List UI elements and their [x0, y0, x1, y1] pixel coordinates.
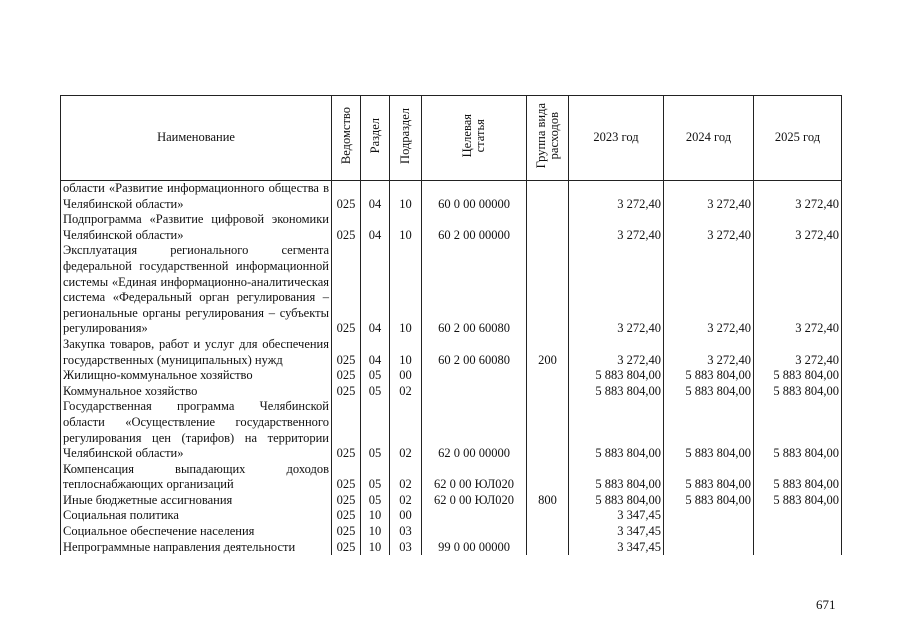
value-2024-cell: 5 883 804,00 — [664, 462, 754, 493]
group-cell — [527, 540, 569, 556]
section-cell: 05 — [361, 368, 390, 384]
value-2025-cell: 5 883 804,00 — [754, 493, 842, 509]
value-2025-cell: 5 883 804,00 — [754, 399, 842, 461]
name-cell: Эксплуатация регионального сегмента федеральной государственной информационной системы «Единая информационно-аналитическая система «Федеральный орган регулирования – региональные органы регулирования – субъекты регулирования» — [61, 243, 332, 337]
group-cell — [527, 181, 569, 213]
header-department — [332, 96, 361, 181]
header-target-text — [461, 114, 487, 157]
name-cell: Подпрограмма «Развитие цифровой экономики Челябинской области» — [61, 212, 332, 243]
table-row — [61, 399, 842, 461]
group-cell — [527, 508, 569, 524]
header-section — [361, 96, 390, 181]
value-2023-cell: 5 883 804,00 — [569, 384, 664, 400]
group-cell: 200 — [527, 337, 569, 368]
value-2024-cell: 3 272,40 — [664, 212, 754, 243]
value-2024-cell: 3 272,40 — [664, 243, 754, 337]
group-cell — [527, 399, 569, 461]
target-cell: 62 0 00 ЮЛ020 — [422, 493, 527, 509]
value-2023-cell: 3 347,45 — [569, 524, 664, 540]
group-cell — [527, 524, 569, 540]
header-department-text: Ведомство — [338, 107, 353, 165]
value-2025-cell: 3 272,40 — [754, 181, 842, 213]
subsection-cell: 02 — [390, 399, 422, 461]
section-cell: 10 — [361, 540, 390, 556]
section-cell: 04 — [361, 337, 390, 368]
name-cell: Социальная политика — [61, 508, 332, 524]
header-2024: 2024 год — [664, 96, 754, 181]
department-cell: 025 — [332, 337, 361, 368]
department-cell: 025 — [332, 540, 361, 556]
section-cell: 04 — [361, 181, 390, 213]
subsection-cell: 02 — [390, 384, 422, 400]
target-cell — [422, 508, 527, 524]
name-cell: Непрограммные направления деятельности — [61, 540, 332, 556]
target-cell: 62 0 00 00000 — [422, 399, 527, 461]
department-cell: 025 — [332, 181, 361, 213]
name-cell: Закупка товаров, работ и услуг для обеспечения государственных (муниципальных) нужд — [61, 337, 332, 368]
department-cell: 025 — [332, 243, 361, 337]
header-subsection-text: Подраздел — [398, 107, 412, 164]
section-cell: 04 — [361, 243, 390, 337]
target-cell — [422, 524, 527, 540]
value-2023-cell: 5 883 804,00 — [569, 399, 664, 461]
subsection-cell: 03 — [390, 540, 422, 556]
table-row — [61, 368, 842, 384]
header-group-line2: расходов — [546, 112, 561, 160]
header-target-line2: статья — [473, 119, 487, 153]
header-target — [422, 96, 527, 181]
subsection-cell: 03 — [390, 524, 422, 540]
section-cell: 10 — [361, 508, 390, 524]
target-cell: 60 0 00 00000 — [422, 181, 527, 213]
header-2023: 2023 год — [569, 96, 664, 181]
subsection-cell: 10 — [390, 243, 422, 337]
subsection-cell: 10 — [390, 337, 422, 368]
target-cell — [422, 368, 527, 384]
value-2023-cell: 5 883 804,00 — [569, 462, 664, 493]
header-row — [61, 96, 842, 181]
value-2025-cell: 3 272,40 — [754, 337, 842, 368]
department-cell: 025 — [332, 508, 361, 524]
value-2025-cell: 5 883 804,00 — [754, 384, 842, 400]
department-cell: 025 — [332, 212, 361, 243]
value-2024-cell: 5 883 804,00 — [664, 493, 754, 509]
department-cell: 025 — [332, 493, 361, 509]
department-cell: 025 — [332, 524, 361, 540]
value-2023-cell: 3 272,40 — [569, 181, 664, 213]
header-2025: 2025 год — [754, 96, 842, 181]
value-2024-cell: 3 272,40 — [664, 337, 754, 368]
value-2023-cell: 3 347,45 — [569, 508, 664, 524]
section-cell: 05 — [361, 493, 390, 509]
group-cell: 800 — [527, 493, 569, 509]
header-group-line1: Группа вида — [533, 103, 548, 169]
subsection-cell: 10 — [390, 181, 422, 213]
table-row — [61, 508, 842, 524]
target-cell: 99 0 00 00000 — [422, 540, 527, 556]
subsection-cell: 02 — [390, 493, 422, 509]
target-cell: 60 2 00 60080 — [422, 243, 527, 337]
name-cell: области «Развитие информационного общества в Челябинской области» — [61, 181, 332, 213]
table-row — [61, 243, 842, 337]
name-cell: Жилищно-коммунальное хозяйство — [61, 368, 332, 384]
department-cell: 025 — [332, 368, 361, 384]
table-row — [61, 337, 842, 368]
subsection-cell: 02 — [390, 462, 422, 493]
table-row — [61, 540, 842, 556]
value-2023-cell: 3 347,45 — [569, 540, 664, 556]
section-cell: 05 — [361, 462, 390, 493]
header-target-line1: Целевая — [460, 114, 474, 158]
group-cell — [527, 384, 569, 400]
group-cell — [527, 462, 569, 493]
value-2024-cell: 5 883 804,00 — [664, 384, 754, 400]
budget-table — [60, 95, 842, 555]
header-group-text — [535, 103, 561, 168]
value-2023-cell: 5 883 804,00 — [569, 493, 664, 509]
subsection-cell: 00 — [390, 508, 422, 524]
value-2024-cell: 5 883 804,00 — [664, 368, 754, 384]
value-2025-cell: 5 883 804,00 — [754, 368, 842, 384]
target-cell: 62 0 00 ЮЛ020 — [422, 462, 527, 493]
group-cell — [527, 368, 569, 384]
value-2025-cell — [754, 524, 842, 540]
header-subsection — [390, 96, 422, 181]
section-cell: 04 — [361, 212, 390, 243]
page-number: 671 — [816, 597, 836, 612]
table-row — [61, 493, 842, 509]
department-cell: 025 — [332, 399, 361, 461]
value-2025-cell — [754, 508, 842, 524]
value-2024-cell — [664, 508, 754, 524]
subsection-cell: 10 — [390, 212, 422, 243]
header-name: Наименование — [61, 96, 332, 181]
value-2025-cell: 5 883 804,00 — [754, 462, 842, 493]
table-row — [61, 181, 842, 213]
table-row — [61, 384, 842, 400]
target-cell: 60 2 00 60080 — [422, 337, 527, 368]
group-cell — [527, 243, 569, 337]
name-cell: Государственная программа Челябинской области «Осуществление государственного регулирования цен (тарифов) на территории Челябинской области» — [61, 399, 332, 461]
target-cell — [422, 384, 527, 400]
table-body — [61, 181, 842, 556]
table-row — [61, 524, 842, 540]
value-2024-cell — [664, 540, 754, 556]
section-cell: 05 — [361, 399, 390, 461]
table-row — [61, 462, 842, 493]
value-2025-cell: 3 272,40 — [754, 212, 842, 243]
header-section-text: Раздел — [367, 118, 382, 154]
value-2023-cell: 3 272,40 — [569, 337, 664, 368]
section-cell: 10 — [361, 524, 390, 540]
name-cell: Иные бюджетные ассигнования — [61, 493, 332, 509]
target-cell: 60 2 00 00000 — [422, 212, 527, 243]
value-2023-cell: 3 272,40 — [569, 243, 664, 337]
value-2023-cell: 3 272,40 — [569, 212, 664, 243]
value-2025-cell — [754, 540, 842, 556]
header-group — [527, 96, 569, 181]
table-row — [61, 212, 842, 243]
department-cell: 025 — [332, 462, 361, 493]
name-cell: Компенсация выпадающих доходов теплоснабжающих организаций — [61, 462, 332, 493]
section-cell: 05 — [361, 384, 390, 400]
department-cell: 025 — [332, 384, 361, 400]
group-cell — [527, 212, 569, 243]
value-2024-cell: 3 272,40 — [664, 181, 754, 213]
value-2024-cell: 5 883 804,00 — [664, 399, 754, 461]
value-2023-cell: 5 883 804,00 — [569, 368, 664, 384]
subsection-cell: 00 — [390, 368, 422, 384]
name-cell: Коммунальное хозяйство — [61, 384, 332, 400]
value-2025-cell: 3 272,40 — [754, 243, 842, 337]
value-2024-cell — [664, 524, 754, 540]
name-cell: Социальное обеспечение населения — [61, 524, 332, 540]
